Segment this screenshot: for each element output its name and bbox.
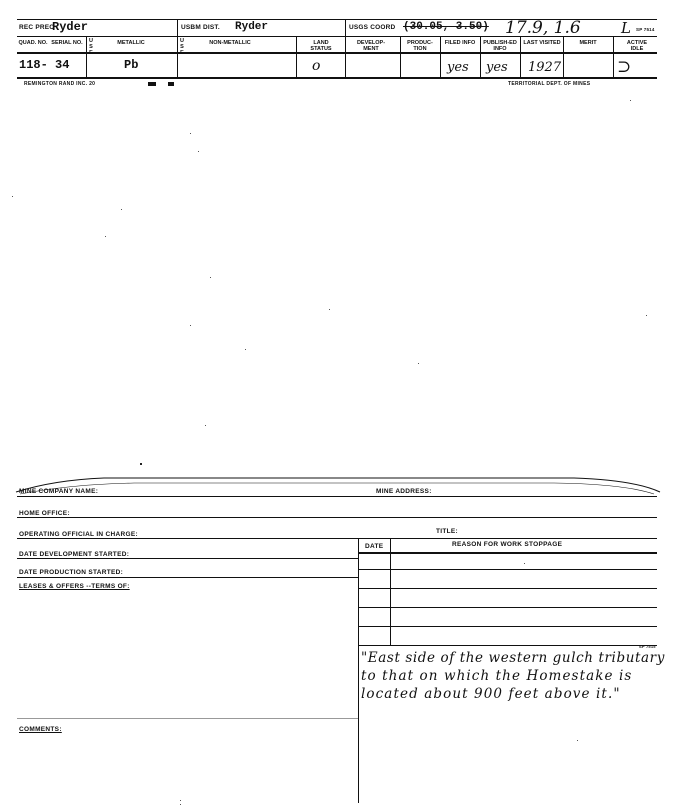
header-published-info: PUBLISH-ED INFO: [483, 40, 517, 52]
header-serial-no: SERIAL NO.: [51, 40, 83, 46]
header-sep-a: [177, 19, 178, 77]
speck: [140, 463, 142, 465]
printer-line-mark: [148, 82, 156, 86]
comments-label: COMMENTS:: [19, 726, 62, 733]
speck: [577, 740, 578, 741]
header-land-status: LAND STATUS: [310, 40, 332, 52]
col-sep-2: [296, 36, 297, 77]
speck: [329, 309, 330, 310]
published-info-value: yes: [486, 60, 508, 75]
metallic-value: Pb: [124, 58, 139, 72]
lower-line-3: [17, 538, 657, 539]
lower-line-2: [17, 517, 657, 518]
speck: [105, 236, 106, 237]
header-filed-info: FILED INFO: [444, 40, 476, 46]
speck: [180, 800, 181, 801]
speck: [205, 425, 206, 426]
usbm-dist-label: USBM DIST.: [181, 24, 220, 31]
form-number: SP 7514: [636, 27, 655, 32]
stoppage-row-3: [358, 607, 657, 608]
note-line-3: located about 900 feet above it.": [361, 686, 621, 702]
leases-label: LEASES & OFFERS --TERMS OF:: [19, 583, 130, 590]
form-number-small: SP 7515: [639, 644, 656, 649]
stoppage-header-bottom: [358, 552, 657, 554]
header-metallic: METALLIC: [117, 40, 145, 46]
speck: [12, 196, 13, 197]
last-visited-value: 1927: [528, 60, 562, 75]
header-sep-b: [345, 19, 346, 77]
note-line-2: to that on which the Homestake is: [361, 668, 633, 684]
speck: [245, 349, 246, 350]
usbm-dist-value: Ryder: [235, 21, 269, 33]
stoppage-row-2: [358, 588, 657, 589]
header-non-metallic: NON-METALLIC: [209, 40, 251, 46]
header-divider-2: [17, 52, 657, 54]
rec-prec-value: Ryder: [52, 20, 89, 34]
speck: [646, 315, 647, 316]
date-development-label: DATE DEVELOPMENT STARTED:: [19, 551, 130, 558]
speck: [630, 100, 631, 101]
date-production-line: [17, 577, 358, 578]
header-active-idle: ACTIVE IDLE: [626, 40, 648, 52]
usgs-coord-letter: L: [621, 19, 631, 37]
stoppage-row-1: [358, 569, 657, 570]
date-production-label: DATE PRODUCTION STARTED:: [19, 569, 124, 576]
printer-line-mark-2: [168, 82, 174, 86]
operating-official-label: OPERATING OFFICIAL IN CHARGE:: [19, 531, 138, 538]
header-use-metallic: U S E: [89, 38, 93, 56]
speck: [198, 151, 199, 152]
quad-serial-value: 118- 34: [19, 58, 70, 72]
filed-info-value: yes: [447, 60, 469, 75]
title-label: TITLE:: [436, 528, 459, 535]
col-sep-1: [86, 36, 87, 77]
stoppage-row-5: [358, 645, 657, 646]
printer-line-left: REMINGTON RAND INC. 20: [24, 81, 96, 87]
usgs-coord-value: (30.05, 3.50): [403, 21, 489, 33]
stoppage-left-border: [358, 538, 359, 803]
date-development-line: [17, 558, 358, 559]
mine-address-label: MINE ADDRESS:: [376, 488, 432, 495]
header-last-visited: LAST VISITED: [523, 40, 561, 46]
active-idle-value: ⊃: [617, 57, 632, 77]
speck: [180, 804, 181, 805]
speck: [210, 277, 211, 278]
speck: [418, 363, 419, 364]
usgs-coord-label: USGS COORD: [349, 24, 396, 31]
printer-line-right: TERRITORIAL DEPT. OF MINES: [508, 81, 591, 87]
lower-line-1: [17, 496, 657, 497]
header-use-nonmetallic: U S E: [180, 38, 184, 56]
header-merit: MERIT: [579, 40, 597, 46]
rec-prec-label: REC PREC: [19, 24, 55, 31]
header-bottom: [17, 77, 657, 79]
col-sep-3: [400, 36, 401, 77]
reason-header: REASON FOR WORK STOPPAGE: [452, 541, 563, 548]
comments-line: [17, 718, 358, 719]
speck: [190, 325, 191, 326]
mine-company-name-label: MINE COMPANY NAME:: [19, 488, 99, 495]
speck: [524, 563, 525, 564]
col-sep-5: [480, 36, 481, 77]
land-status-value: o: [312, 58, 321, 74]
stoppage-row-4: [358, 626, 657, 627]
torn-edge-top: [14, 472, 664, 496]
col-sep-6: [520, 36, 521, 77]
header-quad-no: QUAD. NO.: [18, 40, 48, 46]
header-production: PRODUC-TION: [407, 40, 433, 52]
col-sep-8: [613, 36, 614, 77]
speck: [190, 133, 191, 134]
col-sep-7: [563, 36, 564, 77]
home-office-label: HOME OFFICE:: [19, 510, 70, 517]
col-sep-4: [440, 36, 441, 77]
note-line-1: "East side of the western gulch tributary: [361, 650, 665, 666]
header-development: DEVELOP-MENT: [356, 40, 386, 52]
stoppage-date-col: [390, 538, 391, 645]
usgs-coord-hand: 17.9, 1.6: [505, 18, 581, 38]
date-header: DATE: [365, 543, 384, 550]
speck: [121, 209, 122, 210]
